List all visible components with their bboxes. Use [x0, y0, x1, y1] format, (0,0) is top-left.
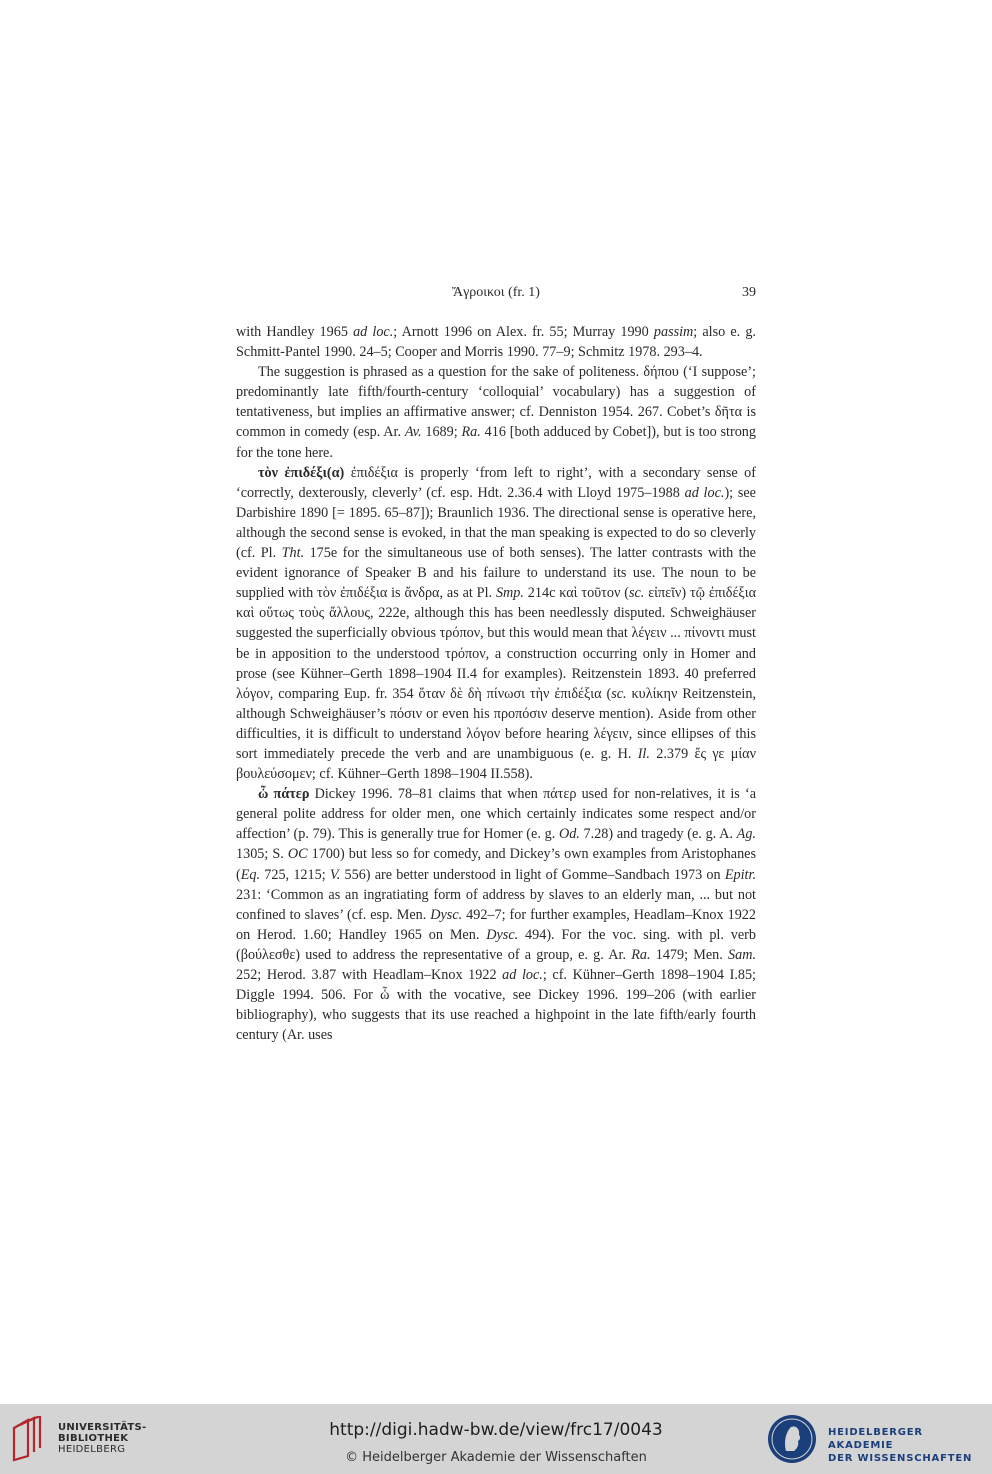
- italic-citation: passim: [653, 324, 694, 340]
- italic-citation: Smp.: [495, 585, 524, 602]
- academy-name-line2: DER WISSENSCHAFTEN: [828, 1453, 973, 1464]
- paragraph-continuation: [236, 322, 756, 362]
- italic-citation: Ag.: [736, 826, 756, 843]
- italic-citation: ad loc.: [353, 324, 394, 340]
- text-run: with Handley 1965: [236, 324, 354, 340]
- text-run: Dickey 1996. 78–81 claims that when πάτερ used for non-relatives, it is ‘a general polite address for older men, one which certainly indicates some respect and/or affection’ (p. 79). This is generally true for Homer (e. g.: [236, 786, 756, 843]
- text-run: ἐπιδέξια is properly ‘from left to right’, with a secondary sense of ‘correctly, dexterously, cleverly’ (cf. esp. Hdt. 2.36.4 with Lloyd 1975–1988: [236, 464, 756, 501]
- lemma-heading: τὸν ἐπιδέξι(α): [258, 464, 345, 481]
- library-city: HEIDELBERG: [58, 1444, 126, 1455]
- text-run: 1700) but less so for comedy, and Dickey’s own examples from Aristophanes (: [236, 846, 756, 883]
- text-run: 492–7; for further examples, Headlam–Knox 1922 on Herod. 1.60; Handley 1965 on Men.: [236, 906, 756, 943]
- text-run: ; Arnott 1996 on Alex. fr. 55; Murray 1990: [393, 324, 654, 340]
- copyright-notice: © Heidelberger Akademie der Wissenschaften: [345, 1450, 647, 1465]
- lemma-heading: ὦ πάτερ: [258, 786, 310, 803]
- text-run: The suggestion is phrased as a question for the sake of politeness. δήπου (‘I suppose’; predominantly late fifth/fourth-century ‘colloquial’ vocabulary) has a suggestion of tentativeness, but implies an affirmative answer; cf. Denniston 1954. 267. Cobet’s δῆτα is common in comedy (esp. Ar.: [236, 364, 756, 441]
- italic-citation: Od.: [558, 826, 580, 843]
- permalink-url[interactable]: http://digi.hadw-bw.de/view/frc17/0043: [329, 1420, 663, 1440]
- italic-citation: Tht.: [281, 545, 305, 562]
- paragraph-lemma-pater: [236, 784, 756, 1045]
- running-head: [236, 283, 756, 303]
- university-library-name: [58, 1422, 178, 1455]
- text-run: 7.28) and tragedy (e. g. A.: [579, 826, 737, 843]
- library-name-line2: BIBLIOTHEK: [58, 1433, 129, 1444]
- text-run: 494). For the voc. sing. with pl. verb (βούλεσθε) used to address the representative of a group, e. g. Ar.: [236, 926, 756, 963]
- paragraph-lemma-epidexia: [236, 463, 756, 785]
- paragraph-politeness: [236, 362, 756, 462]
- text-run: εἰπεῖν) τῷ ἐπιδέξια καὶ οὕτως τοὺς ἄλλους, 222e, although this has been needlessly disputed. Schweighäuser suggested the superficially obvious τρόπον, but this would mean that λέγειν ... πίνοντι must be in apposition to the understood τρόπον, a construction occurring only in Homer and prose (see Kühner–Gerth 1898–1904 II.4 for examples). Reitzenstein 1893. 40 preferred λόγον, comparing Eup. fr. 354 ὅταν δὲ δὴ πίνωσι τὴν ἐπιδέξια (: [236, 585, 756, 702]
- italic-citation: Av.: [404, 424, 422, 441]
- text-run: 231: ‘Common as an ingratiating form of address by slaves to an elderly man, ... but not confined to slaves’ (cf. esp. Men.: [236, 886, 756, 923]
- academy-name-line1: HEIDELBERGER AKADEMIE: [828, 1427, 923, 1451]
- academy-seal-icon: [766, 1413, 818, 1465]
- university-library-logo-icon: [10, 1416, 50, 1462]
- italic-citation: ad loc.: [502, 967, 543, 983]
- text-run: κυλίκην Reitzenstein, although Schweighäuser’s πόσιν or even his προπόσιν deserve mention). Aside from other difficulties, it is difficult to understand λόγον before hearing λέγειν, since ellipses of this sort immediately precede the verb and are unambiguous (e. g. H.: [236, 685, 757, 762]
- italic-citation: Dysc.: [430, 906, 463, 923]
- text-run: 252; Herod. 3.87 with Headlam–Knox 1922: [236, 967, 503, 983]
- italic-citation: Il.: [637, 745, 650, 762]
- footer-bar: [0, 1404, 992, 1474]
- italic-citation: Eq.: [240, 866, 261, 883]
- text-run: 725, 1215;: [260, 866, 330, 883]
- italic-citation: V.: [329, 866, 341, 883]
- text-run: ; also e. g. Schmitt-Pantel 1990. 24–5; Cooper and Morris 1990. 77–9; Schmitz 1978. 293–4.: [236, 324, 756, 361]
- italic-citation: Ra.: [631, 946, 651, 963]
- italic-citation: ad loc.: [684, 484, 725, 501]
- text-run: 1479; Men.: [650, 946, 729, 963]
- italic-citation: sc.: [628, 585, 645, 602]
- commentary-body: [236, 322, 756, 1045]
- text-run: ); see Darbishire 1890 [= 1895. 65–87]); Braunlich 1936. The directional sense is operative here, although the second sense is evoked, in that the man speaking is expected to do so cleverly (cf. Pl.: [236, 484, 756, 562]
- text-run: ; cf. Kühner–Gerth 1898–1904 I.85; Diggle 1994. 506. For ὦ with the vocative, see Dickey 1996. 199–206 (with earlier bibliography), who suggests that its use reached a highpoint in the late fifth/early fourth century (Ar. uses: [236, 967, 756, 1044]
- text-run: 175e for the simultaneous use of both senses). The latter contrasts with the evident ignorance of Speaker B and his failure to understand its use. The noun to be supplied with τὸν ἐπιδέξια is ἄνδρα, as at Pl.: [236, 545, 756, 602]
- page-number: 39: [742, 285, 756, 300]
- italic-citation: Epitr.: [724, 866, 756, 883]
- text-run: 1689;: [421, 424, 462, 441]
- text-run: 556) are better understood in light of Gomme–Sandbach 1973 on: [340, 866, 725, 883]
- text-run: 416 [both adduced by Cobet]), but is too strong for the tone here.: [236, 424, 756, 461]
- running-head-title: Ἄγροικοι (fr. 1): [452, 285, 540, 300]
- italic-citation: Ra.: [461, 424, 481, 441]
- italic-citation: Dysc.: [486, 926, 519, 943]
- text-run: 2.379 ἔς γε μίαν βουλεύσομεν; cf. Kühner–Gerth 1898–1904 II.558).: [236, 745, 756, 783]
- italic-citation: sc.: [611, 685, 627, 702]
- text-run: 214c καὶ τοῦτον (: [523, 585, 629, 602]
- italic-citation: OC: [287, 846, 308, 863]
- text-run: 1305; S.: [236, 846, 288, 863]
- academy-name: [828, 1426, 988, 1465]
- italic-citation: Sam.: [728, 946, 756, 963]
- library-name-line1: UNIVERSITÄTS-: [58, 1422, 147, 1433]
